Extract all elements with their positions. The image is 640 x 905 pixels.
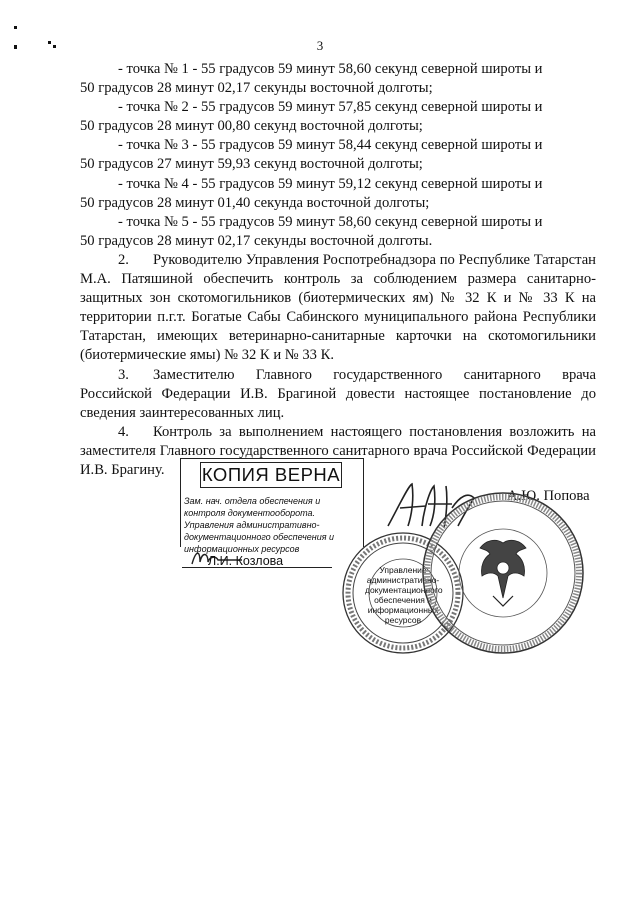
scan-mark xyxy=(14,26,17,29)
point-line: - точка № 1 - 55 градусов 59 минут 58,60 секунд северной широты и xyxy=(118,61,543,77)
item-text: Руководителю Управления Роспотребнадзора по Республике Татарстан М.А. Патяшиной обеспечить контроль за соблюдением размера санитарно-защитных зон скотомогильников (биотермических ям) № 32 К и № 33 К на территории п.г.т. Богатые Сабы Сабинского муниципального района Республики Татарстан, имеющих ветеринарно-санитарные карточки на скотомогильники (биотермические ямы) № 32 К и № 33 К. xyxy=(80,251,596,364)
item-paragraph xyxy=(80,366,596,423)
point-line: 50 градусов 27 минут 59,93 секунд восточной долготы; xyxy=(80,156,423,173)
point-line: - точка № 4 - 55 градусов 59 минут 59,12 секунд северной широты и xyxy=(118,175,543,192)
item-number: 3. xyxy=(118,366,129,383)
scan-mark xyxy=(53,45,56,48)
copy-stamp-title: КОПИЯ ВЕРНА xyxy=(200,462,342,488)
emblem-seal-icon xyxy=(418,488,588,658)
seal-inner-text: Управление административно- документационного обеспечения и информационных ресурсов xyxy=(365,565,443,625)
item-number: 4. xyxy=(118,423,129,440)
point-line: 50 градусов 28 минут 02,17 секунды восточной долготы; xyxy=(80,80,433,97)
point-line: 50 градусов 28 минут 01,40 секунда восточной долготы; xyxy=(80,194,430,211)
item-number: 2. xyxy=(118,251,129,268)
point-line: - точка № 5 - 55 градусов 59 минут 58,60 секунд северной широты и xyxy=(118,213,543,230)
copy-stamp-position: Зам. нач. отдела обеспечения и контроля документооборота. Управления административно-документационного обеспечения и информационных ресурсов xyxy=(184,496,335,554)
document-body xyxy=(80,60,596,480)
item-text: Заместителю Главного государственного санитарного врача Российской Федерации И.В. Брагиной довести настоящее постановление до сведения заинтересованных лиц. xyxy=(80,366,596,421)
point-line: - точка № 3 - 55 градусов 59 минут 58,44 секунд северной широты и xyxy=(118,137,543,154)
point-line: 50 градусов 28 минут 02,17 секунды восточной долготы. xyxy=(80,232,433,249)
item-paragraph xyxy=(80,251,596,366)
scan-mark xyxy=(48,41,51,44)
scan-mark xyxy=(14,45,17,49)
point-line: 50 градусов 28 минут 00,80 секунд восточной долготы; xyxy=(80,118,423,135)
item-text: Контроль за выполнением настоящего постановления возложить на заместителя Главного государственного санитарного врача Российской Федерации И.В. Брагину. xyxy=(80,423,596,478)
copy-stamp-signer: Л.И. Козлова xyxy=(208,554,284,568)
signatory-name: А.Ю. Попова xyxy=(507,488,590,504)
point-line: - точка № 2 - 55 градусов 59 минут 57,85 секунд северной широты и xyxy=(118,99,543,116)
page-number: 3 xyxy=(316,38,324,53)
